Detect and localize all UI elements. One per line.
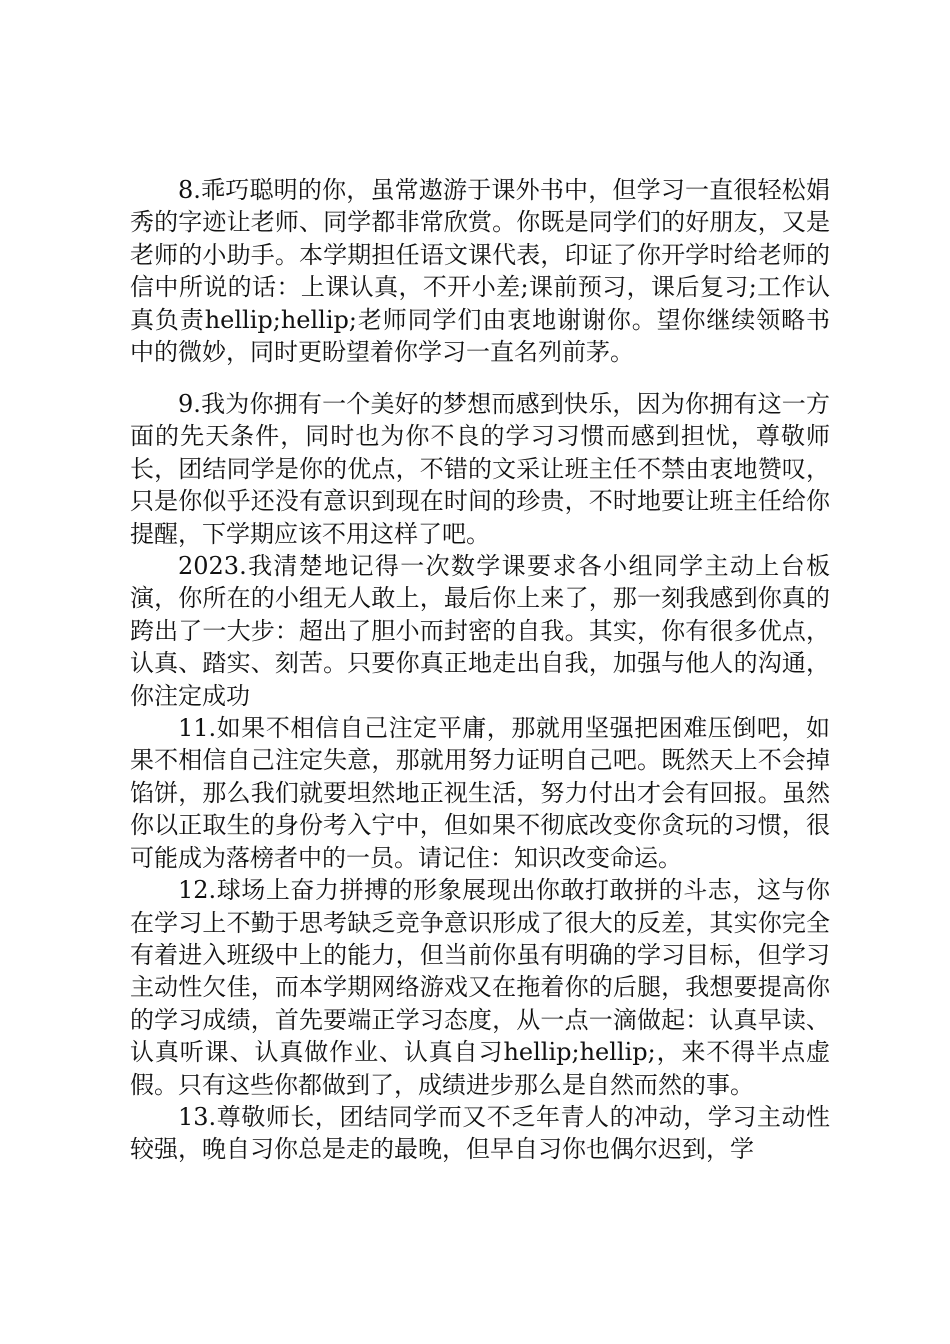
comment-block-first xyxy=(130,174,830,368)
paragraph-comment-11: 11.如果不相信自己注定平庸，那就用坚强把困难压倒吧，如果不相信自己注定失意，那就用努力证明自己吧。既然天上不会掉馅饼，那么我们就要坦然地正视生活，努力付出才会有回报。虽然你以正取生的身份考入宁中，但如果不彻底改变你贪玩的习惯，很可能成为落榜者中的一员。请记住：知识改变命运。 xyxy=(130,714,830,872)
paragraph-comment-9: 9.我为你拥有一个美好的梦想而感到快乐，因为你拥有这一方面的先天条件，同时也为你不良的学习习惯而感到担忧，尊敬师长，团结同学是你的优点，不错的文采让班主任不禁由衷地赞叹，只是你似乎还没有意识到现在时间的珍贵，不时地要让班主任给你提醒，下学期应该不用这样了吧。 xyxy=(130,390,830,548)
paragraph-comment-8: 8.乖巧聪明的你，虽常遨游于课外书中，但学习一直很轻松娟秀的字迹让老师、同学都非常欣赏。你既是同学们的好朋友，又是老师的小助手。本学期担任语文课代表，印证了你开学时给老师的信中所说的话：上课认真，不开小差;课前预习，课后复习;工作认真负责hellip;hellip;老师同学们由衷地谢谢你。望你继续领略书中的微妙，同时更盼望着你学习一直名列前茅。 xyxy=(130,176,830,367)
comment-block-rest xyxy=(130,388,830,1166)
paragraph-comment-12: 12.球场上奋力拼搏的形象展现出你敢打敢拼的斗志，这与你在学习上不勤于思考缺乏竞争意识形成了很大的反差，其实你完全有着进入班级中上的能力，但当前你虽有明确的学习目标，但学习主动性欠佳，而本学期网络游戏又在拖着你的后腿，我想要提高你的学习成绩，首先要端正学习态度，从一点一滴做起：认真早读、认真听课、认真做作业、认真自习hellip;hellip;，来不得半点虚假。只有这些你都做到了，成绩进步那么是自然而然的事。 xyxy=(130,876,830,1099)
paragraph-comment-13: 13.尊敬师长，团结同学而又不乏年青人的冲动，学习主动性较强，晚自习你总是走的最晚，但早自习你也偶尔迟到，学 xyxy=(130,1102,830,1164)
paragraph-comment-10: 2023.我清楚地记得一次数学课要求各小组同学主动上台板演，你所在的小组无人敢上，最后你上来了，那一刻我感到你真的跨出了一大步：超出了胆小而封密的自我。其实，你有很多优点，认真、踏实、刻苦。只要你真正地走出自我，加强与他人的沟通，你注定成功 xyxy=(130,552,830,710)
